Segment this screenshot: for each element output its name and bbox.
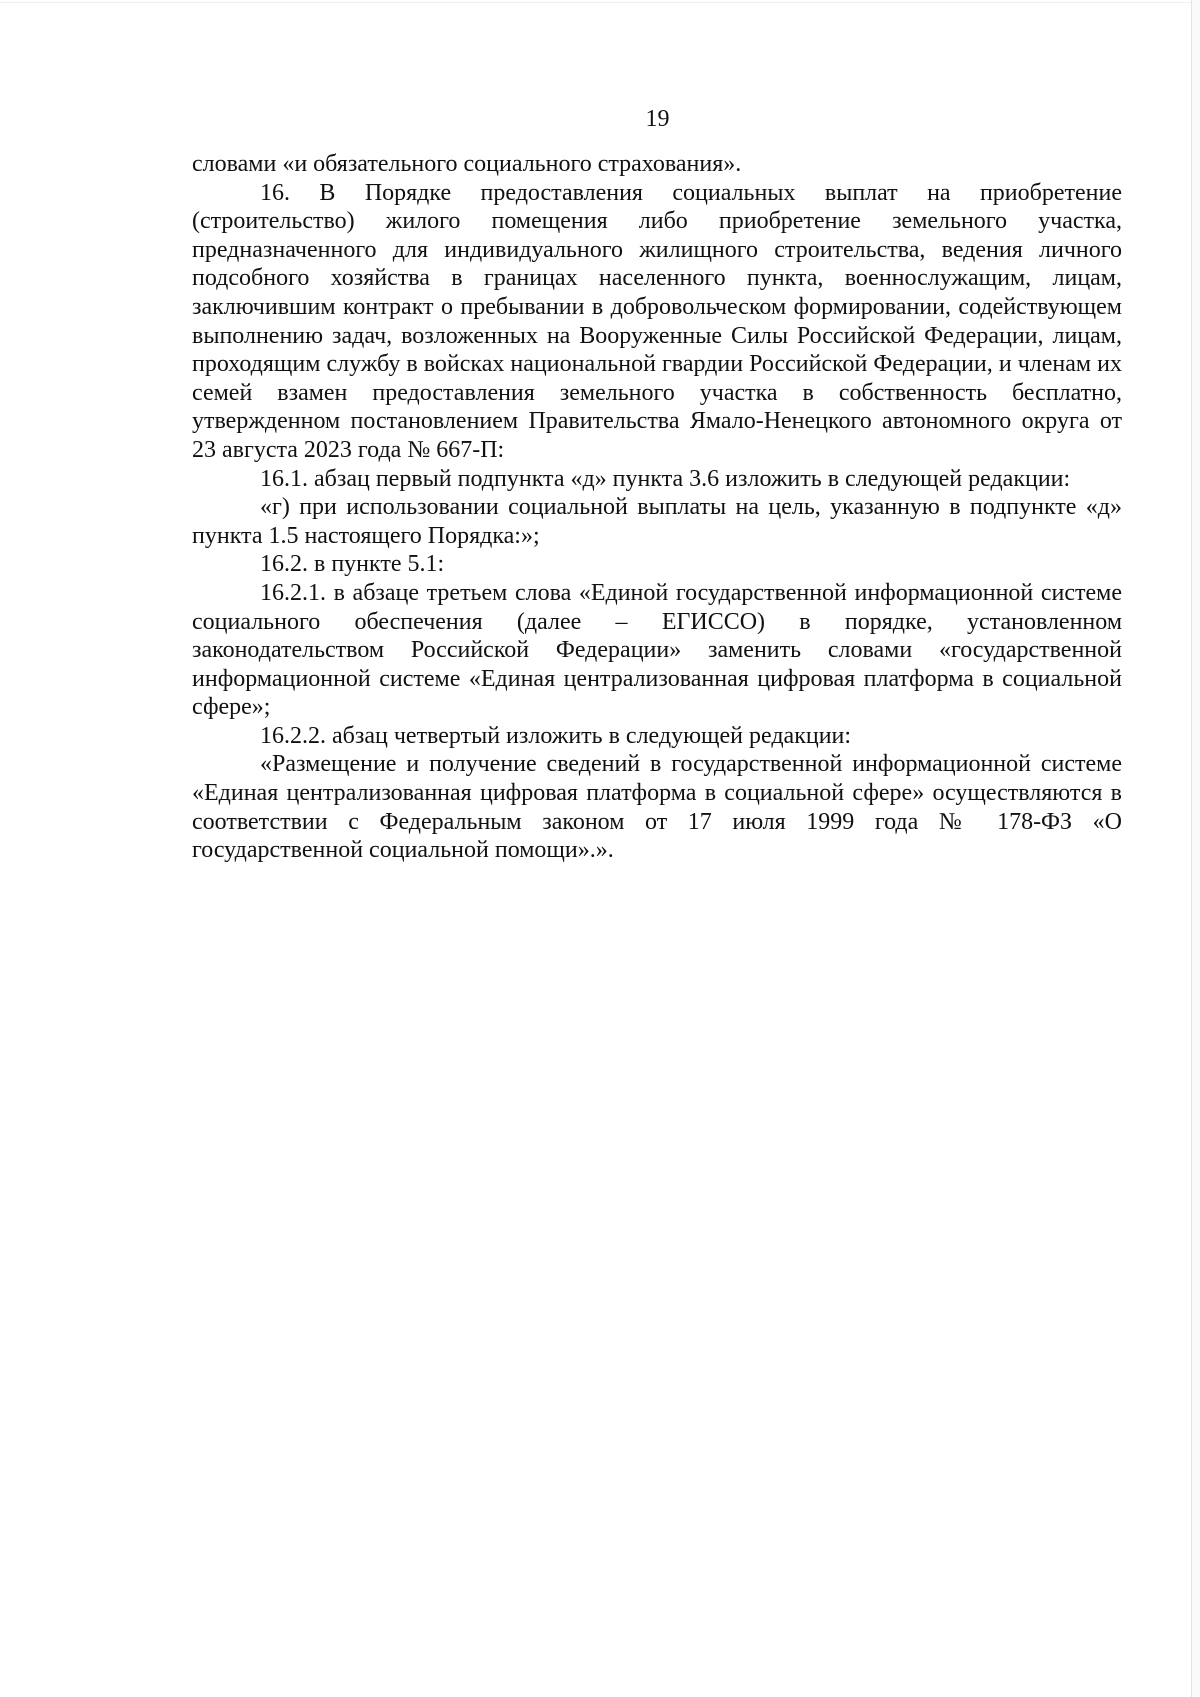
page-top-edge	[0, 0, 1200, 3]
paragraph-item-16-2-2: 16.2.2. абзац четвертый изложить в следующей редакции:	[260, 722, 852, 749]
paragraph-continuation: словами «и обязательного социального страхования».	[192, 151, 742, 177]
paragraph-item-16: 16. В Порядке предоставления социальных выплат на приобретение (строительство) жилого помещения либо приобретение земельного участка, предназначенного для индивидуального жилищного строительства, ведения личного подсобного хозяйства в границах населенного пункта, военнослужащим, лицам, заключившим контракт о пребывании в добровольческом формировании, содействующем выполнению задач, возложенных на Вооруженные Силы Российской Федерации, лицам, проходящим службу в войсках национальной гвардии Российской Федерации, и членам их семей взамен предоставления земельного участка в собственность бесплатно, утвержденном постановлением Правительства Ямало-Ненецкого автономного округа от 23 августа 2023 года № 667-П:	[192, 179, 1122, 463]
page-number: 19	[645, 106, 670, 132]
document-body	[192, 150, 1122, 865]
paragraph-quote-placement: «Размещение и получение сведений в государственной информационной системе «Единая централизованная цифровая платформа в социальной сфере» осуществляются в соответствии с Федеральным законом от 17 июля 1999 года № 178-ФЗ «О государственной социальной помощи».».	[192, 751, 1122, 864]
paragraph-item-16-2: 16.2. в пункте 5.1:	[260, 551, 445, 578]
page-right-edge	[1191, 0, 1200, 1697]
paragraph-item-16-2-1: 16.2.1. в абзаце третьем слова «Единой государственной информационной системе социального обеспечения (далее – ЕГИССО) в порядке, установленном законодательством Российской Федерации» заменить словами «государственной информационной системе «Единая централизованная цифровая платформа в социальной сфере»;	[192, 579, 1122, 721]
paragraph-quote-g: «г) при использовании социальной выплаты на цель, указанную в подпункте «д» пункта 1.5 настоящего Порядка:»;	[192, 494, 1122, 549]
paragraph-item-16-1: 16.1. абзац первый подпункта «д» пункта 3.6 изложить в следующей редакции:	[260, 465, 1071, 492]
